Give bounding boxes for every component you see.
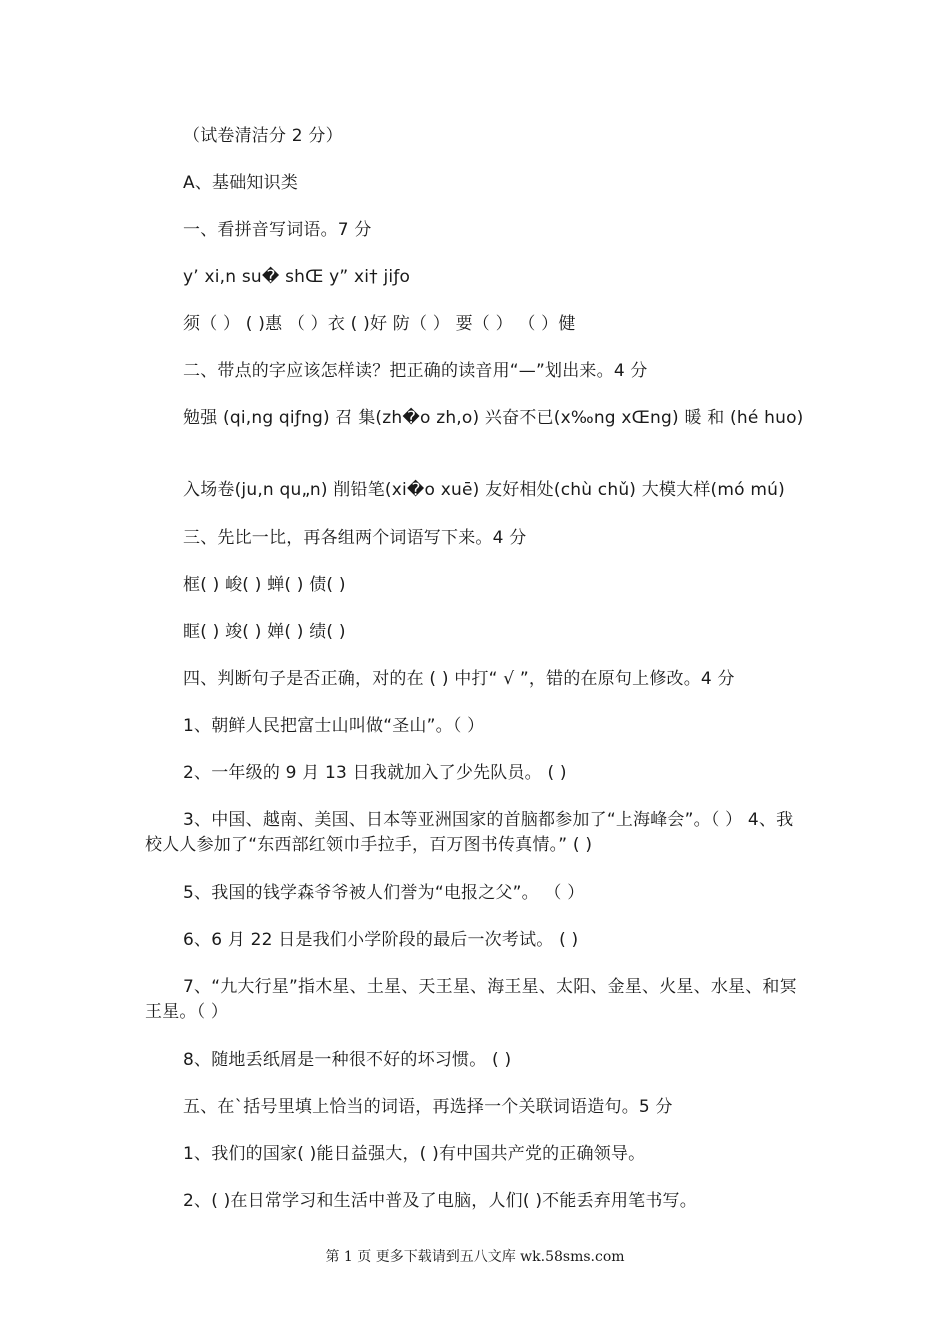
- compare-chars-line-2: 眶( ) 竣( ) 婵( ) 绩( ): [183, 622, 346, 642]
- judge-item-3-4: 3、中国、越南、美国、日本等亚洲国家的首脑都参加了“上海峰会”。（ ） 4、我校人人参加了“东西部红领巾手拉手，百万图书传真情。” ( ): [145, 810, 794, 855]
- fill-blank-words-line: 须（ ） ( )惠 （ ）衣 ( )好 防（ ） 要（ ） （ ）健: [183, 314, 576, 334]
- judge-item-1: 1、朝鲜人民把富士山叫做“圣山”。（ ）: [183, 716, 485, 736]
- section-a-heading: A、基础知识类: [183, 173, 299, 193]
- pinyin-line: y’ xi,n su� shŒ y” xi† jiƒo: [183, 267, 411, 287]
- question-1-heading: 一、看拼音写词语。7 分: [183, 220, 372, 240]
- compare-chars-line-1: 框( ) 峻( ) 蝉( ) 债( ): [183, 575, 346, 595]
- judge-item-7: 7、“九大行星”指木星、土星、天王星、海王星、太阳、金星、火星、水星、和冥王星。（ ）: [145, 977, 797, 1022]
- page-footer: 第 1 页 更多下载请到五八文库 wk.58sms.com: [325, 1249, 625, 1265]
- question-4-heading: 四、判断句子是否正确，对的在 ( ) 中打“ √ ”，错的在原句上修改。4 分: [183, 669, 735, 689]
- question-3-heading: 三、先比一比，再各组两个词语写下来。4 分: [183, 528, 527, 548]
- judge-item-8: 8、随地丢纸屑是一种很不好的坏习惯。 ( ): [183, 1050, 512, 1070]
- judge-item-5: 5、我国的钱学森爷爷被人们誉为“电报之父”。 （ ）: [183, 883, 585, 903]
- judge-item-6: 6、6 月 22 日是我们小学阶段的最后一次考试。 ( ): [183, 930, 579, 950]
- judge-item-2: 2、一年级的 9 月 13 日我就加入了少先队员。 ( ): [183, 763, 567, 783]
- question-5-heading: 五、在`括号里填上恰当的词语，再选择一个关联词语造句。5 分: [183, 1097, 673, 1117]
- clean-paper-note: （试卷清洁分 2 分）: [183, 126, 343, 146]
- reading-choice-line-2: 入场卷(ju,n qu„n) 削铅笔(xi�o xuē) 友好相处(chù chǔ) 大模大样(mó mú): [183, 480, 785, 500]
- reading-choice-line-1: 勉强 (qi,ng qiƒng) 召 集(zh�o zh,o) 兴奋不已(x‰ng xŒng) 暖 和 (hé huo): [183, 408, 804, 428]
- conjunction-item-1: 1、我们的国家( )能日益强大，( )有中国共产党的正确领导。: [183, 1144, 646, 1164]
- question-2-heading: 二、带点的字应该怎样读？把正确的读音用“—”划出来。4 分: [183, 361, 648, 381]
- conjunction-item-2: 2、( )在日常学习和生活中普及了电脑，人们( )不能丢弃用笔书写。: [183, 1191, 697, 1211]
